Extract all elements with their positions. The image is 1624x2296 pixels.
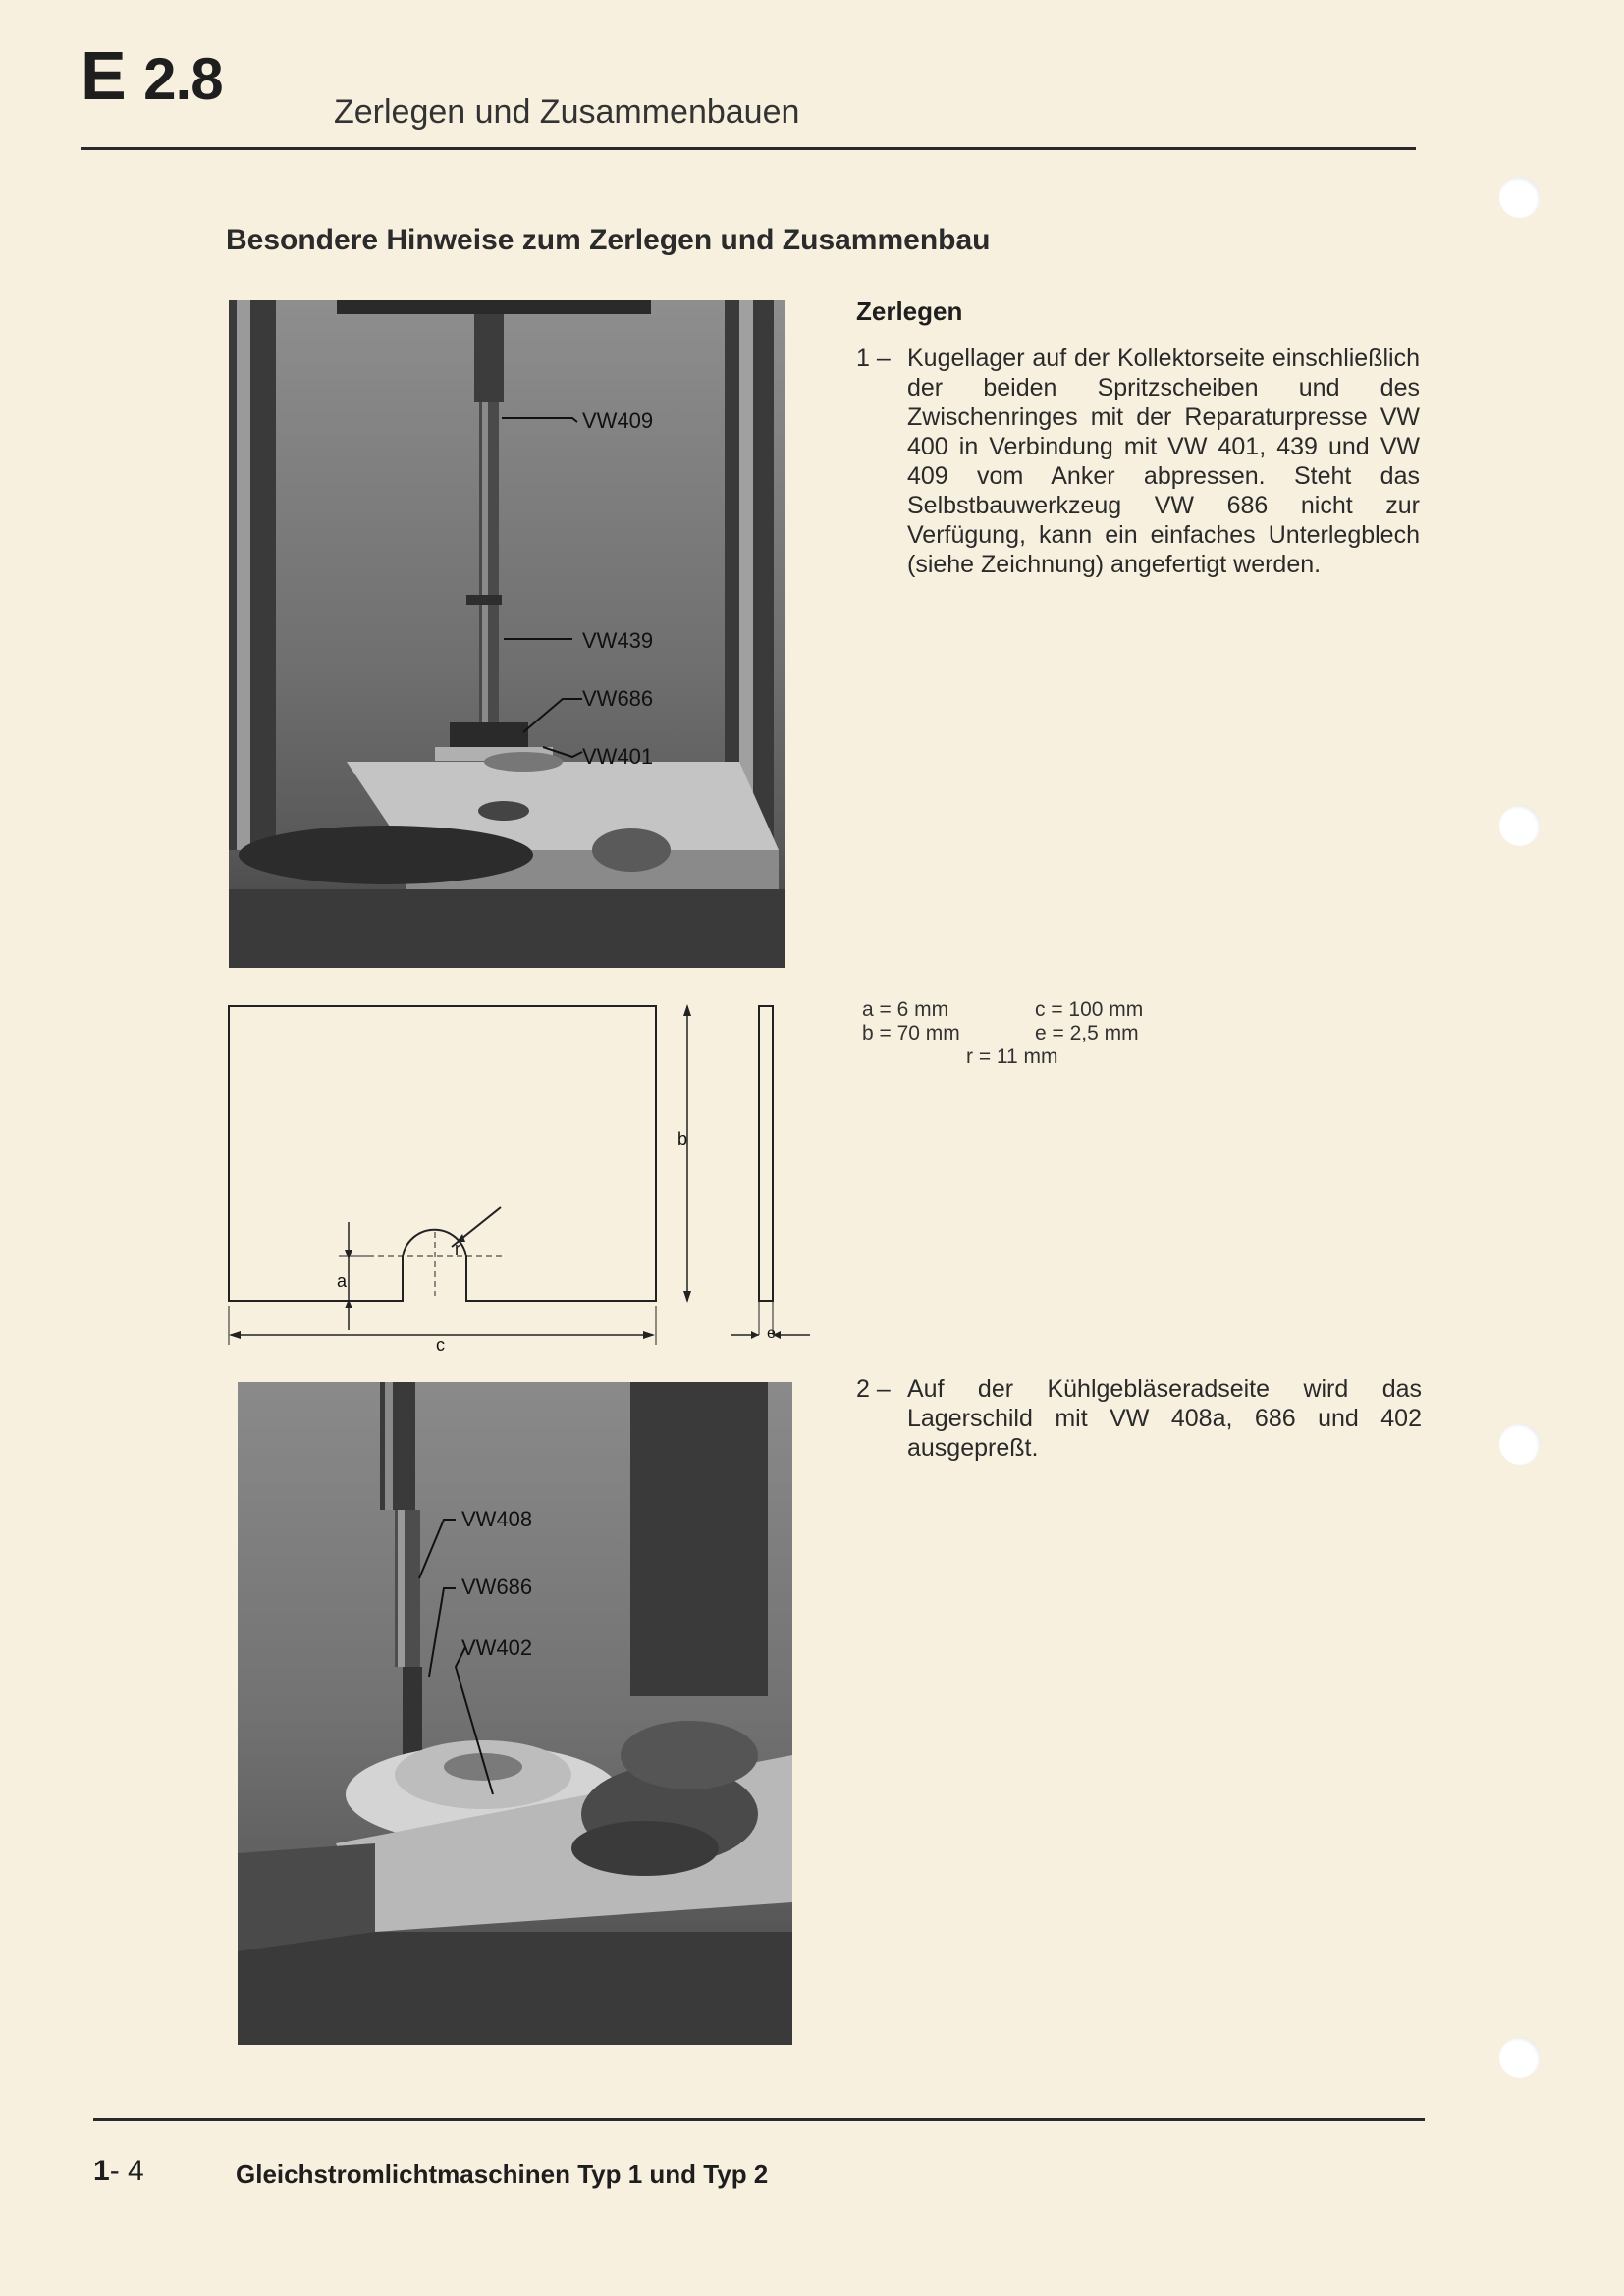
press-photo-2-illustration	[238, 1382, 792, 2045]
page-number	[93, 2155, 144, 2188]
label-vw408: VW408	[461, 1507, 533, 1531]
dim-b: b = 70 mm	[862, 1022, 960, 1044]
page-number-rest: - 4	[109, 2155, 144, 2187]
punch-hole	[1499, 2037, 1541, 2078]
label-vw409: VW409	[582, 408, 654, 433]
label-vw402: VW402	[461, 1635, 533, 1660]
punch-hole	[1499, 1423, 1541, 1465]
footer-rule	[93, 2118, 1425, 2121]
label-vw401: VW401	[582, 744, 654, 769]
step-1-text: Kugellager auf der Kollektorseite einschließlich der beiden Spritzscheiben und des Zwischenringes mit der Reparaturpresse VW 400 in Verbindung mit VW 401, 439 und VW 409 vom Anker abpressen. Steht das Selbstbauwerkzeug VW 686 nicht zur Verfügung, kann ein einfaches Unterlegblech (siehe Zeichnung) angefertigt werden.	[907, 345, 1420, 578]
label-vw686: VW686	[582, 686, 654, 711]
header-rule	[81, 147, 1416, 150]
drawing-label-c: c	[436, 1335, 445, 1355]
dimensions-list	[856, 998, 1210, 1069]
step-2-number: 2 –	[856, 1375, 891, 1403]
drawing-label-r: r	[455, 1239, 460, 1258]
step-2	[856, 1374, 1422, 1463]
dim-e: e = 2,5 mm	[1035, 1022, 1139, 1044]
sub-heading: Zerlegen	[856, 296, 963, 326]
section-number: 2.8	[143, 46, 223, 112]
dim-a: a = 6 mm	[862, 998, 949, 1021]
section-title: Besondere Hinweise zum Zerlegen und Zusammenbau	[226, 224, 991, 256]
section-letter: E	[81, 37, 126, 114]
step-1	[856, 344, 1420, 579]
step-2-text: Auf der Kühlgebläseradseite wird das Lagerschild mit VW 408a, 686 und 402 ausgepreßt.	[907, 1375, 1422, 1462]
press-photo-1	[229, 300, 785, 968]
punch-hole	[1499, 805, 1541, 846]
section-code	[81, 37, 223, 114]
punch-hole	[1499, 177, 1541, 218]
step-1-number: 1 –	[856, 345, 891, 372]
drawing-label-b: b	[677, 1129, 688, 1148]
underlay-plate-drawing	[221, 996, 830, 1360]
label-vw439: VW439	[582, 628, 654, 653]
footer-title: Gleichstromlichtmaschinen Typ 1 und Typ 2	[236, 2160, 769, 2189]
drawing-label-e: e	[767, 1325, 776, 1342]
dim-c: c = 100 mm	[1035, 998, 1144, 1021]
press-photo-1-illustration	[229, 300, 785, 968]
page-title: Zerlegen und Zusammenbauen	[334, 93, 800, 131]
drawing-label-a: a	[337, 1271, 348, 1291]
press-photo-2	[238, 1382, 792, 2045]
label-vw686-2: VW686	[461, 1575, 533, 1599]
dim-r: r = 11 mm	[966, 1045, 1058, 1068]
page-number-bold: 1	[93, 2155, 110, 2187]
